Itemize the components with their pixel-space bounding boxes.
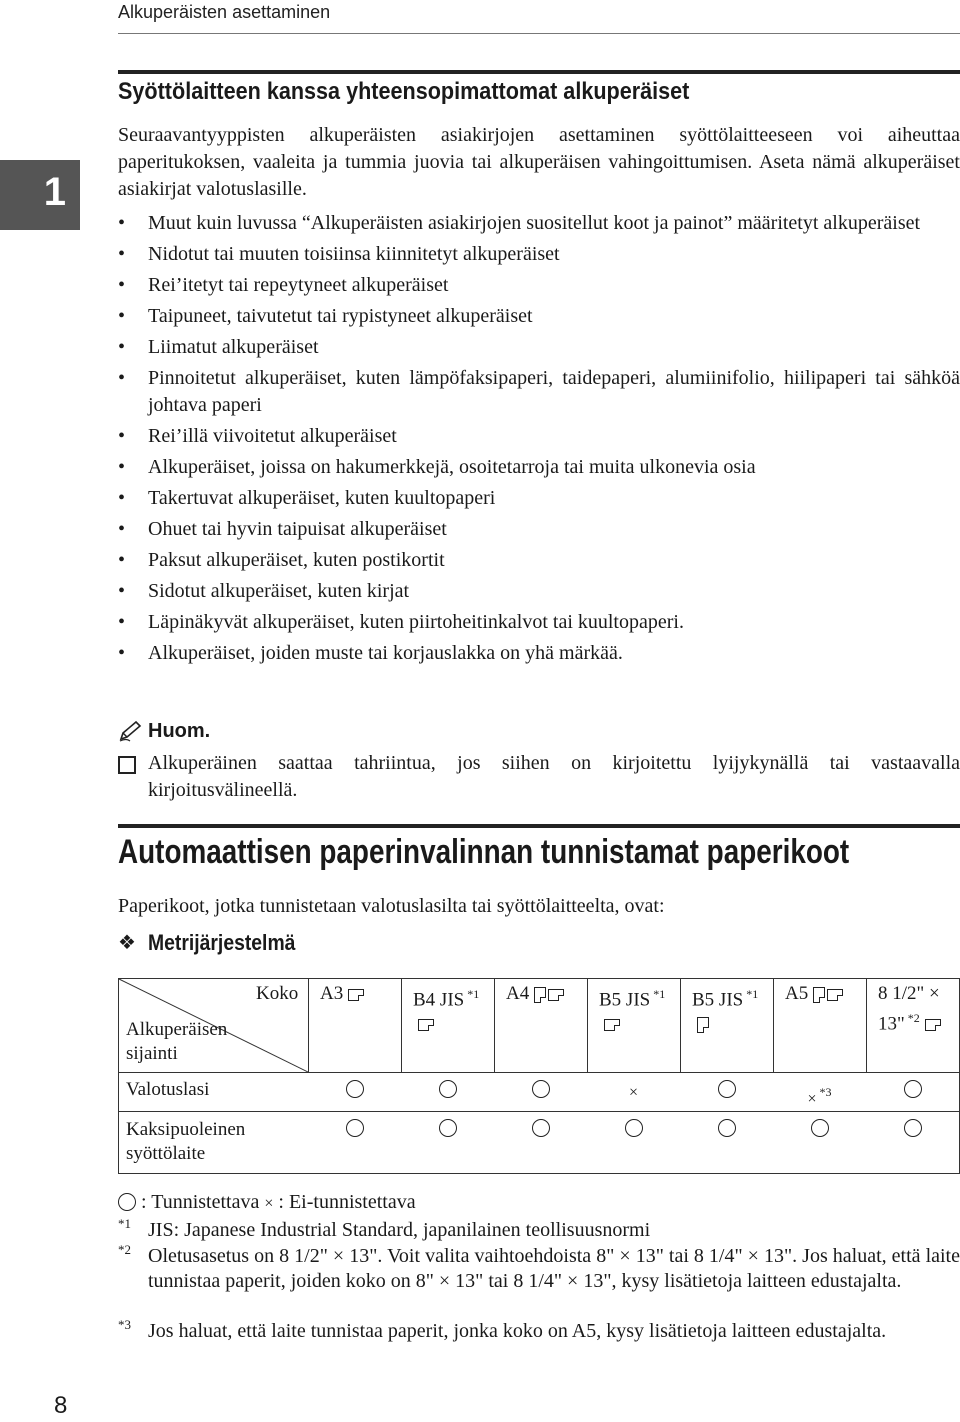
footnote-mark: *1 xyxy=(118,1216,131,1231)
table-cell xyxy=(680,1080,773,1105)
paper-size-label: A5 xyxy=(785,983,809,1004)
running-header: Alkuperäisten asettaminen xyxy=(118,2,331,22)
circle-icon xyxy=(904,1080,922,1098)
table-cell xyxy=(587,1119,680,1144)
column-header xyxy=(320,982,397,1006)
diamond-bullet-icon: ❖ xyxy=(118,932,136,954)
section-title: Syöttölaitteen kanssa yhteensopimattomat alkuperäiset xyxy=(118,78,690,105)
paper-size-label: A4 xyxy=(506,983,530,1004)
circle-icon xyxy=(118,1193,136,1211)
circle-icon xyxy=(346,1119,364,1137)
paper-size-label: B4 JIS xyxy=(413,989,465,1011)
table-cell xyxy=(494,1080,587,1105)
column-header xyxy=(878,982,955,1036)
landscape-orientation-icon xyxy=(827,989,843,1001)
circle-icon xyxy=(532,1119,550,1137)
column-header xyxy=(413,982,490,1036)
footnote-text: Jos haluat, että laite tunnistaa paperit, jonka koko on A5, kysy lisätietoja laitteen edustajalta. xyxy=(148,1320,887,1342)
list-item: • Muut kuin luvussa “Alkuperäisten asiakirjojen suositellut koot ja painot” määritetyt alkuperäiset xyxy=(118,210,960,237)
list-item: • Alkuperäiset, joiden muste tai korjauslakka on yhä märkää. xyxy=(118,640,960,667)
note-title: Huom. xyxy=(148,720,211,742)
paper-size-table xyxy=(118,978,960,1174)
row-header-label: Alkuperäisen sijainti xyxy=(126,1019,228,1064)
list-item: • Liimatut alkuperäiset xyxy=(118,334,960,361)
table-cell xyxy=(494,1119,587,1144)
list-item: • Nidotut tai muuten toisiinsa kiinnitetyt alkuperäiset xyxy=(118,241,960,268)
section-intro: Paperikoot, jotka tunnistetaan valotuslasilta tai syöttölaitteelta, ovat: xyxy=(118,895,665,917)
column-header xyxy=(785,982,862,1006)
chapter-tab xyxy=(0,160,80,230)
circle-icon xyxy=(718,1080,736,1098)
legend xyxy=(118,1190,416,1216)
landscape-orientation-icon xyxy=(548,989,564,1001)
pencil-icon xyxy=(118,720,144,747)
section-title: Automaattisen paperinvalinnan tunnistamat paperikoot xyxy=(118,833,850,871)
column-divider xyxy=(494,978,495,1072)
cross-icon: × xyxy=(264,1195,274,1212)
row-divider xyxy=(118,1072,960,1073)
footnote-text: JIS: Japanese Industrial Standard, japanilainen teollisuusnormi xyxy=(148,1219,651,1241)
paper-size-label: B5 JIS xyxy=(692,989,744,1011)
circle-icon xyxy=(439,1080,457,1098)
landscape-orientation-icon xyxy=(925,1019,941,1031)
header-rule xyxy=(118,33,960,34)
list-item: • Ohuet tai hyvin taipuisat alkuperäiset xyxy=(118,516,960,543)
section-intro: Seuraavantyyppisten alkuperäisten asiakirjojen asettaminen syöttölaitteeseen voi aiheuttaa paperitukoksen, vaaleita ja tummia juovia tai alkuperäisen vahingoittumisen. Aseta nämä alkuperäiset asiakirjat valotuslasille. xyxy=(118,124,960,200)
paper-size-label: B5 JIS xyxy=(599,989,651,1011)
footnote-ref: *3 xyxy=(816,1085,832,1099)
list-item: • Alkuperäiset, joissa on hakumerkkejä, osoitetarroja tai muita ulkonevia osia xyxy=(118,454,960,481)
circle-icon xyxy=(532,1080,550,1098)
list-item: • Taipuneet, taivutetut tai rypistyneet alkuperäiset xyxy=(118,303,960,330)
paper-size-label: 8 1/2" × 13" xyxy=(878,983,940,1035)
column-header xyxy=(506,982,583,1006)
column-divider xyxy=(773,978,774,1072)
footnote-mark: *3 xyxy=(118,1317,131,1332)
list-item: • Rei’illä viivoitetut alkuperäiset xyxy=(118,423,960,450)
list-item: • Pinnoitetut alkuperäiset, kuten lämpöfaksipaperi, taidepaperi, alumiinifolio, hiilipaperi tai sähköä johtava paperi xyxy=(118,365,960,419)
page-number: 8 xyxy=(54,1392,68,1419)
circle-icon xyxy=(625,1119,643,1137)
table-cell xyxy=(401,1119,494,1144)
landscape-orientation-icon xyxy=(604,1019,620,1031)
table-cell xyxy=(773,1119,866,1144)
circle-icon xyxy=(718,1119,736,1137)
row-label: Kaksipuoleinen syöttölaite xyxy=(126,1119,246,1164)
cross-icon: × xyxy=(807,1090,817,1108)
list-item: • Sidotut alkuperäiset, kuten kirjat xyxy=(118,578,960,605)
column-header-label: Koko xyxy=(256,983,299,1004)
table-cell xyxy=(680,1119,773,1144)
cross-icon: × xyxy=(628,1084,639,1101)
column-header xyxy=(692,982,769,1036)
subsection-title: Metrijärjestelmä xyxy=(148,930,296,955)
table-cell xyxy=(401,1080,494,1105)
section-rule xyxy=(118,824,960,828)
column-divider xyxy=(587,978,588,1072)
column-divider xyxy=(401,978,402,1072)
list-item: • Paksut alkuperäiset, kuten postikortit xyxy=(118,547,960,574)
table-cell xyxy=(308,1080,401,1105)
portrait-orientation-icon xyxy=(534,987,546,1003)
circle-icon xyxy=(811,1119,829,1137)
list-item: • Rei’itetyt tai repeytyneet alkuperäiset xyxy=(118,272,960,299)
footnote-ref: *2 xyxy=(904,1011,920,1025)
chapter-number: 1 xyxy=(43,170,66,214)
bullet-list xyxy=(118,210,960,671)
table-cell xyxy=(866,1119,959,1144)
circle-icon xyxy=(439,1119,457,1137)
footnote-ref: *1 xyxy=(743,987,759,1001)
legend-detectable: : Tunnistettava xyxy=(141,1191,260,1213)
table-cell xyxy=(773,1080,866,1111)
column-header xyxy=(599,982,676,1036)
footnote-mark: *2 xyxy=(118,1242,131,1257)
footnote-text: Oletusasetus on 8 1/2" × 13". Voit valita vaihtoehdoista 8" × 13" tai 8 1/4" × 13". Jos haluat, että laite tunnistaa paperit, joiden koko on 8" × 13" tai 8 1/4" × 13", kysy lisätietoja laitteen edustajalta. xyxy=(148,1245,960,1292)
paper-size-label: A3 xyxy=(320,983,344,1004)
landscape-orientation-icon xyxy=(348,989,364,1001)
checkbox-icon xyxy=(118,756,136,774)
legend-not-detectable: : Ei-tunnistettava xyxy=(278,1191,416,1213)
section-rule xyxy=(118,70,960,74)
table-cell xyxy=(587,1080,680,1105)
list-item: • Läpinäkyvät alkuperäiset, kuten piirtoheitinkalvot tai kuultopaperi. xyxy=(118,609,960,636)
circle-icon xyxy=(346,1080,364,1098)
note-text: Alkuperäinen saattaa tahriintua, jos siihen on kirjoitettu lyijykynällä tai vastaavalla kirjoitusvälineellä. xyxy=(148,752,960,801)
column-divider xyxy=(308,978,309,1072)
list-item: • Takertuvat alkuperäiset, kuten kuultopaperi xyxy=(118,485,960,512)
table-cell xyxy=(866,1080,959,1105)
portrait-orientation-icon xyxy=(697,1017,709,1033)
table-cell xyxy=(308,1119,401,1144)
footnote-ref: *1 xyxy=(650,987,666,1001)
circle-icon xyxy=(904,1119,922,1137)
column-divider xyxy=(680,978,681,1072)
footnote-ref: *1 xyxy=(464,987,480,1001)
portrait-orientation-icon xyxy=(813,987,825,1003)
column-divider xyxy=(866,978,867,1072)
landscape-orientation-icon xyxy=(418,1019,434,1031)
row-label: Valotuslasi xyxy=(126,1079,210,1100)
